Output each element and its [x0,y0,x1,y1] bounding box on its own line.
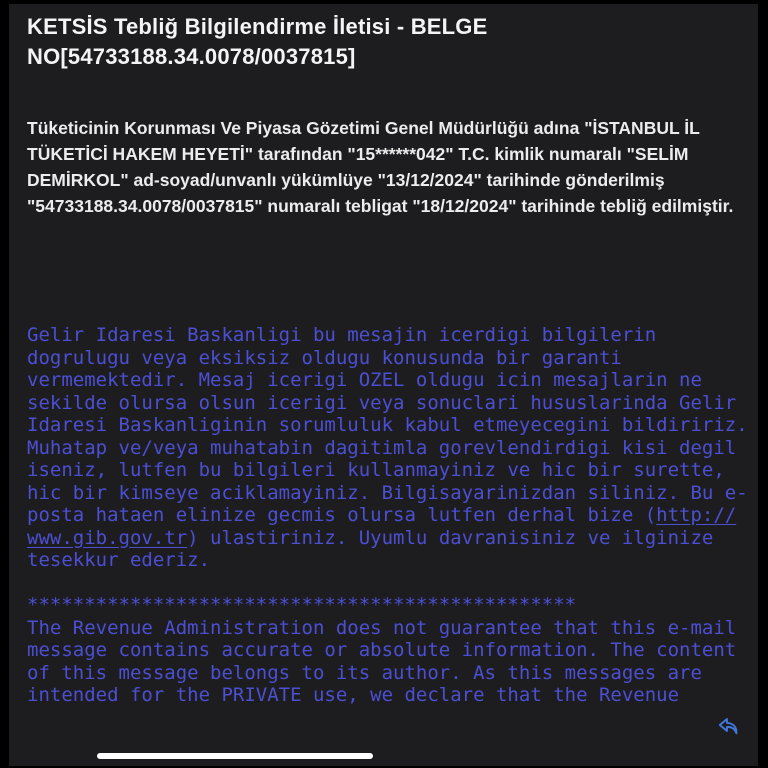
disclaimer-line [27,504,748,527]
disclaimer-text-segment: iseniz, lutfen bu bilgileri kullanmayiniz ve hic bir surette, [27,459,725,481]
asterisk-separator: ************************************************ [27,594,577,616]
disclaimer-line [27,482,748,505]
disclaimer-line [27,369,748,392]
email-subject-title: KETSİS Tebliğ Bilgilendirme İletisi - BELGE NO[54733188.34.0078/0037815] [27,14,488,69]
disclaimer-line-english: The Revenue Administration does not guarantee that this e-mail [27,616,737,639]
disclaimer-line-english: intended for the PRIVATE use, we declare that the Revenue [27,684,680,706]
disclaimer-line [27,437,748,460]
reply-arrow-icon [715,714,742,741]
reply-button[interactable] [713,712,743,742]
disclaimer-line [27,459,748,482]
email-message-view [9,4,758,766]
gib-gov-tr-link[interactable]: www.gib.gov.tr [27,526,188,549]
disclaimer-line [27,347,748,370]
disclaimer-text-segment: Idaresi Baskanliginin sorumluluk kabul etmeyecegini bildiririz. [27,414,748,436]
home-indicator[interactable] [97,753,373,759]
disclaimer-line [27,527,748,550]
disclaimer-text-segment: tesekkur ederiz. [27,549,211,571]
disclaimer-english [27,594,748,707]
disclaimer-text-segment: posta hataen elinize gecmis olursa lutfen derhal bize ( [27,504,657,526]
disclaimer-line [27,392,748,415]
disclaimer-text-segment: sekilde olursa olsun icerigi veya sonuclari hususlarinda Gelir [27,391,737,414]
disclaimer-line-english: message contains accurate or absolute information. The content [27,639,737,661]
disclaimer-line [27,549,748,572]
disclaimer-text-segment: ) ulastiriniz. Uyumlu davranisiniz ve ilginize [187,526,714,549]
disclaimer-text-segment: vermemektedir. Mesaj icerigi OZEL oldugu icin mesajlarin ne [27,369,702,391]
disclaimer-text-segment: dogrulugu veya eksiksiz oldugu konusunda bir garanti [27,346,622,369]
disclaimer-text-segment: Muhatap ve/veya muhatabin dagitimla gorevlendirdigi kisi degil [27,436,737,459]
disclaimer-line [27,324,748,347]
disclaimer-line [27,414,748,437]
disclaimer-line-english: of this message belongs to its author. As this messages are [27,661,702,684]
gib-gov-tr-link[interactable]: http:// [656,504,737,526]
disclaimer-section [27,324,748,707]
disclaimer-text-segment: Gelir Idaresi Baskanligi bu mesajin icerdigi bilgilerin [27,324,657,346]
disclaimer-text-segment: hic bir kimseye aciklamayiniz. Bilgisayarinizdan siliniz. Bu e- [27,481,748,504]
disclaimer-turkish [27,324,748,572]
notification-body-text: Tüketicinin Korunması Ve Piyasa Gözetimi Genel Müdürlüğü adına "İSTANBUL İL TÜKETİCİ HAKEM HEYETİ" tarafından "15******042" T.C. kimlik numaralı "SELİM DEMİRKOL" ad-soyad/unvanlı yükümlüye "13/12/2024" tarihinde gönderilmiş "54733188.34.0078/0037815" numaralı tebligat "18/12/2024" tarihinde tebliğ edilmiştir. [27,118,734,216]
